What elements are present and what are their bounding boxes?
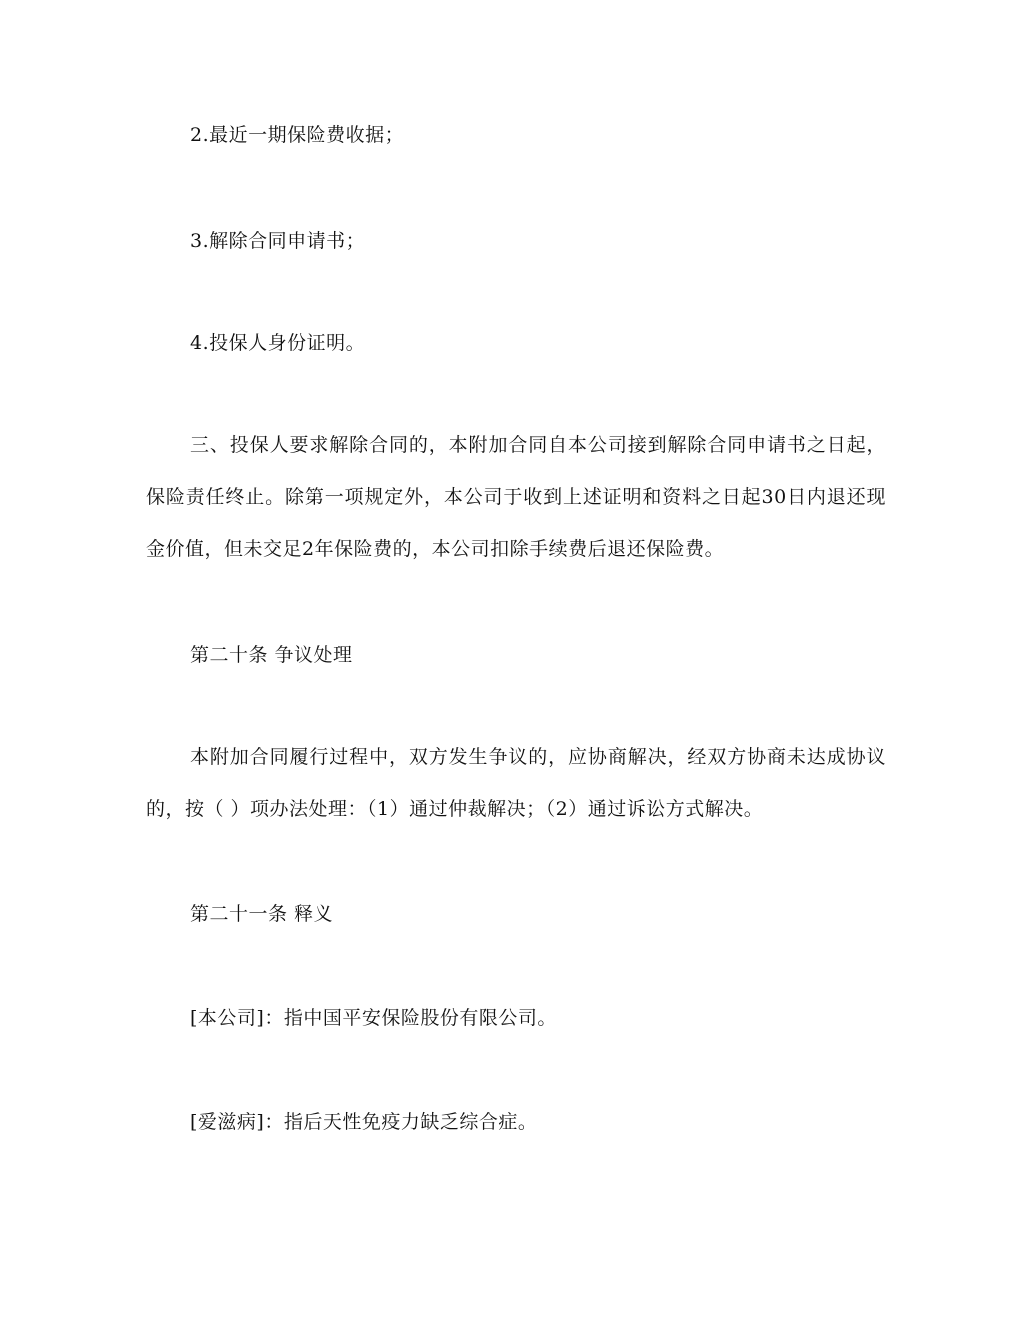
article-21-heading: 第二十一条 释义 [190, 903, 334, 925]
list-item-receipt: 2.最近一期保险费收据； [190, 124, 405, 146]
article-20-heading: 第二十条 争议处理 [190, 644, 353, 666]
list-item-identity: 4.投保人身份证明。 [190, 332, 366, 354]
clause-termination-paragraph: 三、投保人要求解除合同的，本附加合同自本公司接到解除合同申请书之日起，保险责任终止。除第一项规定外，本公司于收到上述证明和资料之日起30日内退还现金价值，但未交足2年保险费的，本公司扣除手续费后退还保险费。 [146, 434, 886, 560]
article-20-body: 本附加合同履行过程中，双方发生争议的，应协商解决，经双方协商未达成协议的，按（ ）项办法处理：（1）通过仲裁解决；（2）通过诉讼方式解决。 [146, 746, 886, 820]
definition-aids: [爱滋病]：指后天性免疫力缺乏综合症。 [190, 1111, 538, 1133]
definition-company: [本公司]：指中国平安保险股份有限公司。 [190, 1007, 557, 1029]
list-item-application: 3.解除合同申请书； [190, 230, 366, 252]
